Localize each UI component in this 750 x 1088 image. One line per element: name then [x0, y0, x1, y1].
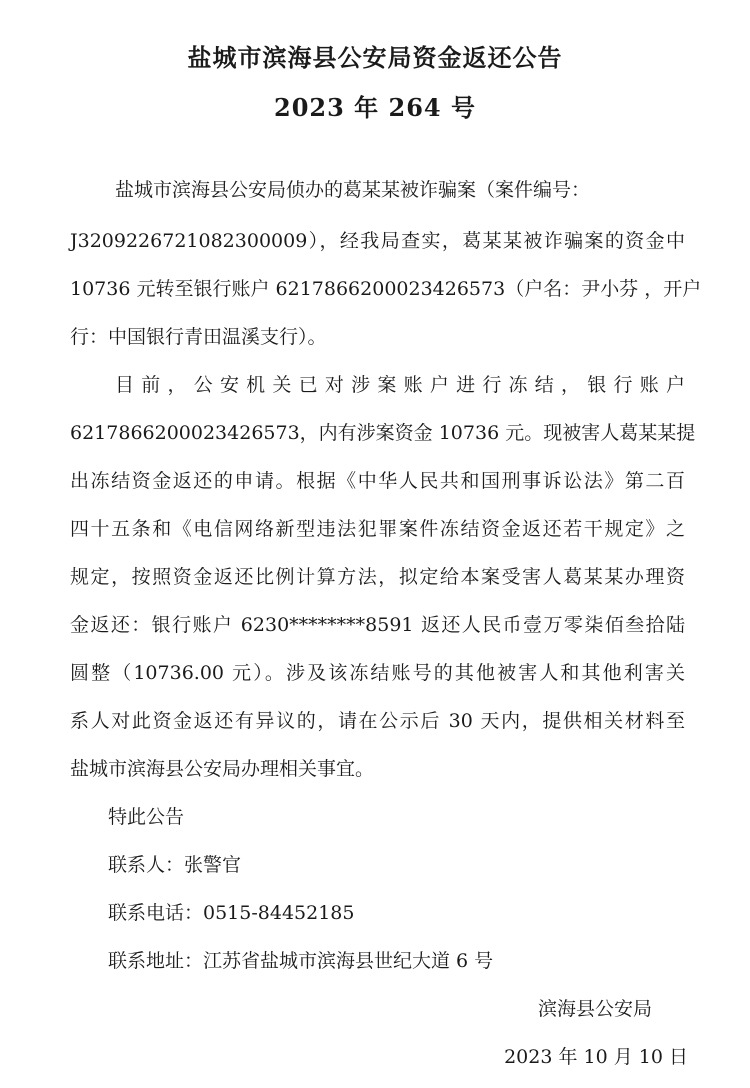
contact-address: 联系地址：江苏省盐城市滨海县世纪大道 6 号 [108, 950, 494, 972]
contact-person: 联系人：张警官 [108, 854, 242, 876]
issuer-name: 滨海县公安局 [537, 998, 652, 1020]
paragraph-line: 出冻结资金返还的申请。根据《中华人民共和国刑事诉讼法》第二百 [70, 470, 685, 492]
notice-number: 2023 年 264 号 [274, 93, 476, 122]
paragraph-line: 四十五条和《电信网络新型违法犯罪案件冻结资金返还若干规定》之 [70, 518, 685, 540]
paragraph-line: 系人对此资金返还有异议的，请在公示后 30 天内，提供相关材料至 [70, 710, 685, 732]
closing-statement: 特此公告 [108, 806, 185, 828]
issue-date: 2023 年 10 月 10 日 [504, 1046, 688, 1068]
contact-phone: 联系电话：0515-84452185 [108, 902, 355, 924]
paragraph-line: 盐城市滨海县公安局侦办的葛某某被诈骗案（案件编号： [115, 179, 591, 201]
paragraph-line: 圆整（10736.00 元）。涉及该冻结账号的其他被害人和其他利害关 [70, 662, 685, 684]
paragraph-line: 6217866200023426573，内有涉案资金 10736 元。现被害人葛某某提 [70, 422, 696, 444]
paragraph-line: 盐城市滨海县公安局办理相关事宜。 [70, 758, 375, 780]
paragraph-line: J3209226721082300009），经我局查实，葛某某被诈骗案的资金中 [70, 230, 685, 252]
paragraph-line: 10736 元转至银行账户 6217866200023426573（户名：尹小芬 ，开户 [70, 278, 702, 300]
paragraph-line: 金返还：银行账户 6230********8591 返还人民币壹万零柒佰叁拾陆 [70, 614, 685, 636]
paragraph-line: 目前，公安机关已对涉案账户进行冻结，银行账户 [115, 374, 685, 396]
paragraph-line: 行：中国银行青田温溪支行）。 [70, 326, 327, 348]
paragraph-line: 规定，按照资金返还比例计算方法，拟定给本案受害人葛某某办理资 [70, 566, 685, 588]
notice-title: 盐城市滨海县公安局资金返还公告 [187, 44, 563, 72]
